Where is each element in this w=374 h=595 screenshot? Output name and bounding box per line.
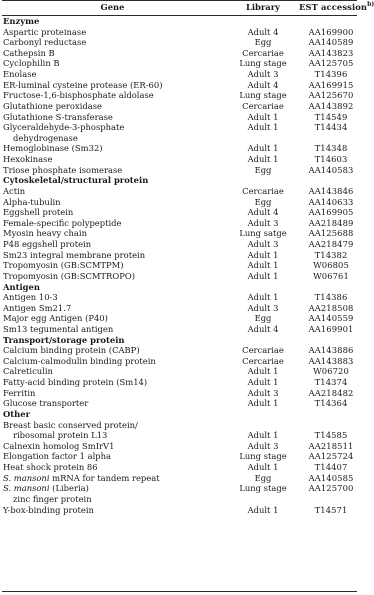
- gene-name: zinc finger protein: [13, 493, 92, 504]
- table-row: [0, 303, 359, 314]
- library-cell: Adult 1: [247, 462, 279, 473]
- section-heading: [0, 175, 359, 186]
- accession-cell: AA143886: [308, 345, 354, 356]
- library-cell: Adult 3: [247, 387, 279, 398]
- library-cell: Adult 1: [247, 111, 279, 122]
- table-row: [0, 292, 359, 303]
- library-cell: Lung stage: [239, 483, 287, 494]
- table-row: [0, 165, 359, 176]
- gene-name: ribosomal protein L13: [13, 430, 108, 441]
- library-cell: Lung satge: [239, 228, 287, 239]
- accession-cell: AA143883: [308, 355, 354, 366]
- table-row: [0, 345, 359, 356]
- gene-name: Triose phosphate isomerase: [3, 164, 123, 175]
- table-row: [0, 420, 359, 431]
- gene-name-rest: (Liberia): [49, 483, 89, 494]
- library-cell: Egg: [254, 37, 272, 48]
- gene-name: Cathepsin B: [3, 47, 55, 58]
- accession-cell: T14434: [314, 122, 348, 133]
- table-row-continuation: [0, 133, 359, 144]
- gene-name: Carbonyl reductase: [3, 37, 87, 48]
- table-row: [0, 80, 359, 91]
- table-row: [0, 207, 359, 218]
- library-cell: Cercariae: [242, 185, 284, 196]
- bottom-rule: [2, 591, 357, 592]
- gene-name: Hexokinase: [3, 154, 53, 165]
- table-row: [0, 58, 359, 69]
- table-row: [0, 143, 359, 154]
- accession-cell: W06761: [313, 270, 349, 281]
- section-title: Cytoskeletal/structural protein: [3, 175, 149, 186]
- gene-name: Calcium-calmodulin binding protein: [3, 355, 156, 366]
- gene-name: Glucose transporter: [3, 398, 89, 409]
- gene-name: Fructose-1,6-bisphosphate aldolase: [3, 90, 154, 101]
- table-row: [0, 250, 359, 261]
- table-row-continuation: [0, 430, 359, 441]
- library-cell: Adult 1: [247, 143, 279, 154]
- accession-cell: T14364: [314, 398, 348, 409]
- table-row: [0, 48, 359, 59]
- gene-name: Elongation factor 1 alpha: [3, 451, 111, 462]
- library-cell: Cercariae: [242, 100, 284, 111]
- library-cell: Adult 1: [247, 366, 279, 377]
- library-cell: Adult 4: [247, 26, 279, 37]
- gene-name: Calnexin homolog SmIrV1: [3, 440, 115, 451]
- accession-cell: AA125700: [308, 483, 354, 494]
- accession-cell: T14396: [314, 69, 348, 80]
- section-heading: [0, 335, 359, 346]
- library-cell: Adult 4: [247, 207, 279, 218]
- section-title: Enzyme: [3, 16, 40, 26]
- table-row: [0, 324, 359, 335]
- table-row: [0, 228, 359, 239]
- library-cell: Egg: [254, 164, 272, 175]
- table-row: [0, 101, 359, 112]
- accession-cell: T14386: [314, 292, 348, 303]
- gene-name: Aspartic proteinase: [3, 26, 87, 37]
- accession-cell: T14585: [314, 430, 348, 441]
- library-cell: Egg: [254, 472, 272, 483]
- gene-name: Heat shock protein 86: [3, 462, 98, 473]
- table-row: [0, 366, 359, 377]
- gene-name: Eggshell protein: [3, 207, 74, 218]
- library-cell: Egg: [254, 196, 272, 207]
- gene-name: Female-specific polypeptide: [3, 217, 122, 228]
- accession-cell: AA143823: [308, 47, 354, 58]
- table-row-continuation: [0, 494, 359, 505]
- library-cell: Cercariae: [242, 355, 284, 366]
- library-cell: Adult 4: [247, 79, 279, 90]
- accession-cell: T14348: [314, 143, 348, 154]
- gene-name: Antigen 10-3: [3, 292, 58, 303]
- header-accession: [299, 1, 374, 13]
- gene-name: Hemoglobinase (Sm32): [3, 143, 103, 154]
- library-cell: Adult 3: [247, 440, 279, 451]
- gene-name: Tropomyosin (GB:SCMTPM): [3, 260, 124, 271]
- accession-cell: AA218479: [308, 239, 354, 250]
- library-cell: Adult 1: [247, 398, 279, 409]
- header-gene: Gene: [100, 2, 125, 12]
- gene-name: [3, 483, 89, 494]
- gene-name: Sm23 integral membrane protein: [3, 249, 146, 260]
- table-row: [0, 473, 359, 484]
- library-cell: Adult 1: [247, 249, 279, 260]
- accession-cell: W06805: [313, 260, 349, 271]
- accession-cell: W06720: [313, 366, 349, 377]
- accession-cell: T14374: [314, 377, 348, 388]
- table-row: [0, 239, 359, 250]
- table-row: [0, 27, 359, 38]
- gene-name: Cyclophilin B: [3, 58, 60, 69]
- table-header: [0, 1, 374, 13]
- library-cell: Cercariae: [242, 47, 284, 58]
- accession-cell: AA169905: [308, 207, 354, 218]
- accession-cell: AA125688: [308, 228, 354, 239]
- table-row: [0, 441, 359, 452]
- section-heading: [0, 16, 359, 27]
- gene-name: [3, 473, 160, 484]
- table-row: [0, 483, 359, 494]
- accession-cell: T14603: [314, 154, 348, 165]
- accession-cell: AA143892: [308, 100, 354, 111]
- gene-name: Fatty-acid binding protein (Sm14): [3, 377, 148, 388]
- accession-cell: AA140633: [308, 196, 354, 207]
- accession-cell: AA169915: [308, 79, 354, 90]
- accession-cell: AA218511: [308, 440, 354, 451]
- section-heading: [0, 409, 359, 420]
- gene-name: Alpha-tubulin: [3, 196, 61, 207]
- table-row: [0, 69, 359, 80]
- section-title: Other: [3, 408, 30, 419]
- library-cell: Adult 4: [247, 323, 279, 334]
- accession-cell: AA125670: [308, 90, 354, 101]
- library-cell: Adult 3: [247, 69, 279, 80]
- gene-name: Ferritin: [3, 387, 36, 398]
- accession-cell: AA143846: [308, 185, 354, 196]
- table-row: [0, 90, 359, 101]
- table-row: [0, 112, 359, 123]
- table-row: [0, 377, 359, 388]
- accession-cell: AA218482: [308, 387, 354, 398]
- gene-name: Myosin heavy chain: [3, 228, 87, 239]
- gene-name: ER-luminal cysteine protease (ER-60): [3, 79, 163, 90]
- library-cell: Adult 1: [247, 154, 279, 165]
- accession-cell: AA125724: [308, 451, 354, 462]
- gene-name: Enolase: [3, 69, 37, 80]
- section-title: Antigen: [3, 281, 40, 292]
- gene-name: Tropomyosin (GB:SCMTROPO): [3, 270, 135, 281]
- header-library: Library: [245, 2, 281, 12]
- gene-name-rest: mRNA for tandem repeat: [49, 472, 160, 483]
- gene-name: Breast basic conserved protein/: [3, 419, 138, 430]
- library-cell: Adult 1: [247, 292, 279, 303]
- table-row: [0, 271, 359, 282]
- table-row: [0, 122, 359, 133]
- library-cell: Cercariae: [242, 345, 284, 356]
- library-cell: Adult 1: [247, 430, 279, 441]
- accession-cell: AA218489: [308, 217, 354, 228]
- library-cell: Adult 3: [247, 217, 279, 228]
- header-accession-text: EST accession: [299, 2, 368, 12]
- accession-cell: T14382: [314, 249, 348, 260]
- header-accession-note: b): [367, 1, 374, 8]
- table-row: [0, 451, 359, 462]
- section-heading: [0, 282, 359, 293]
- table-row: [0, 154, 359, 165]
- library-cell: Adult 1: [247, 377, 279, 388]
- library-cell: Lung stage: [239, 58, 287, 69]
- accession-cell: AA218508: [308, 302, 354, 313]
- gene-name: Calreticulin: [3, 366, 53, 377]
- accession-cell: AA169901: [308, 323, 354, 334]
- table-row: [0, 260, 359, 271]
- accession-cell: AA140583: [308, 164, 354, 175]
- accession-cell: T14549: [314, 111, 348, 122]
- gene-name: Glutathione peroxidase: [3, 100, 102, 111]
- top-rule: [2, 0, 357, 1]
- library-cell: Adult 3: [247, 302, 279, 313]
- accession-cell: T14571: [314, 504, 348, 515]
- gene-name: Y-box-binding protein: [3, 504, 94, 515]
- gene-name: dehydrogenase: [13, 132, 78, 143]
- table-row: [0, 313, 359, 324]
- library-cell: Adult 1: [247, 504, 279, 515]
- library-cell: Lung stage: [239, 90, 287, 101]
- accession-cell: AA140559: [308, 313, 354, 324]
- table-row: [0, 462, 359, 473]
- table-row: [0, 37, 359, 48]
- accession-cell: AA125705: [308, 58, 354, 69]
- species-name: S. mansoni: [3, 483, 50, 494]
- accession-cell: T14407: [314, 462, 348, 473]
- gene-name: Glutathione S-transferase: [3, 111, 113, 122]
- gene-name: Sm13 tegumental antigen: [3, 323, 114, 334]
- gene-name: Antigen Sm21.7: [3, 302, 72, 313]
- table-row: [0, 356, 359, 367]
- table-row: [0, 186, 359, 197]
- table-row: [0, 505, 359, 516]
- gene-name: Major egg Antigen (P40): [3, 313, 108, 324]
- accession-cell: AA169900: [308, 26, 354, 37]
- library-cell: Adult 3: [247, 239, 279, 250]
- accession-cell: AA140585: [308, 472, 354, 483]
- table-row: [0, 218, 359, 229]
- library-cell: Lung stage: [239, 451, 287, 462]
- library-cell: Adult 1: [247, 270, 279, 281]
- gene-name: P48 eggshell protein: [3, 239, 92, 250]
- table-row: [0, 197, 359, 208]
- gene-name: Calcium binding protein (CABP): [3, 345, 140, 356]
- library-cell: Adult 1: [247, 260, 279, 271]
- species-name: S. mansoni: [3, 472, 50, 483]
- library-cell: Egg: [254, 313, 272, 324]
- gene-name: Glyceraldehyde-3-phosphate: [3, 122, 125, 133]
- accession-cell: AA140589: [308, 37, 354, 48]
- table-row: [0, 398, 359, 409]
- gene-name: Actin: [3, 185, 26, 196]
- table-row: [0, 388, 359, 399]
- section-title: Transport/storage protein: [3, 334, 125, 345]
- library-cell: Adult 1: [247, 122, 279, 133]
